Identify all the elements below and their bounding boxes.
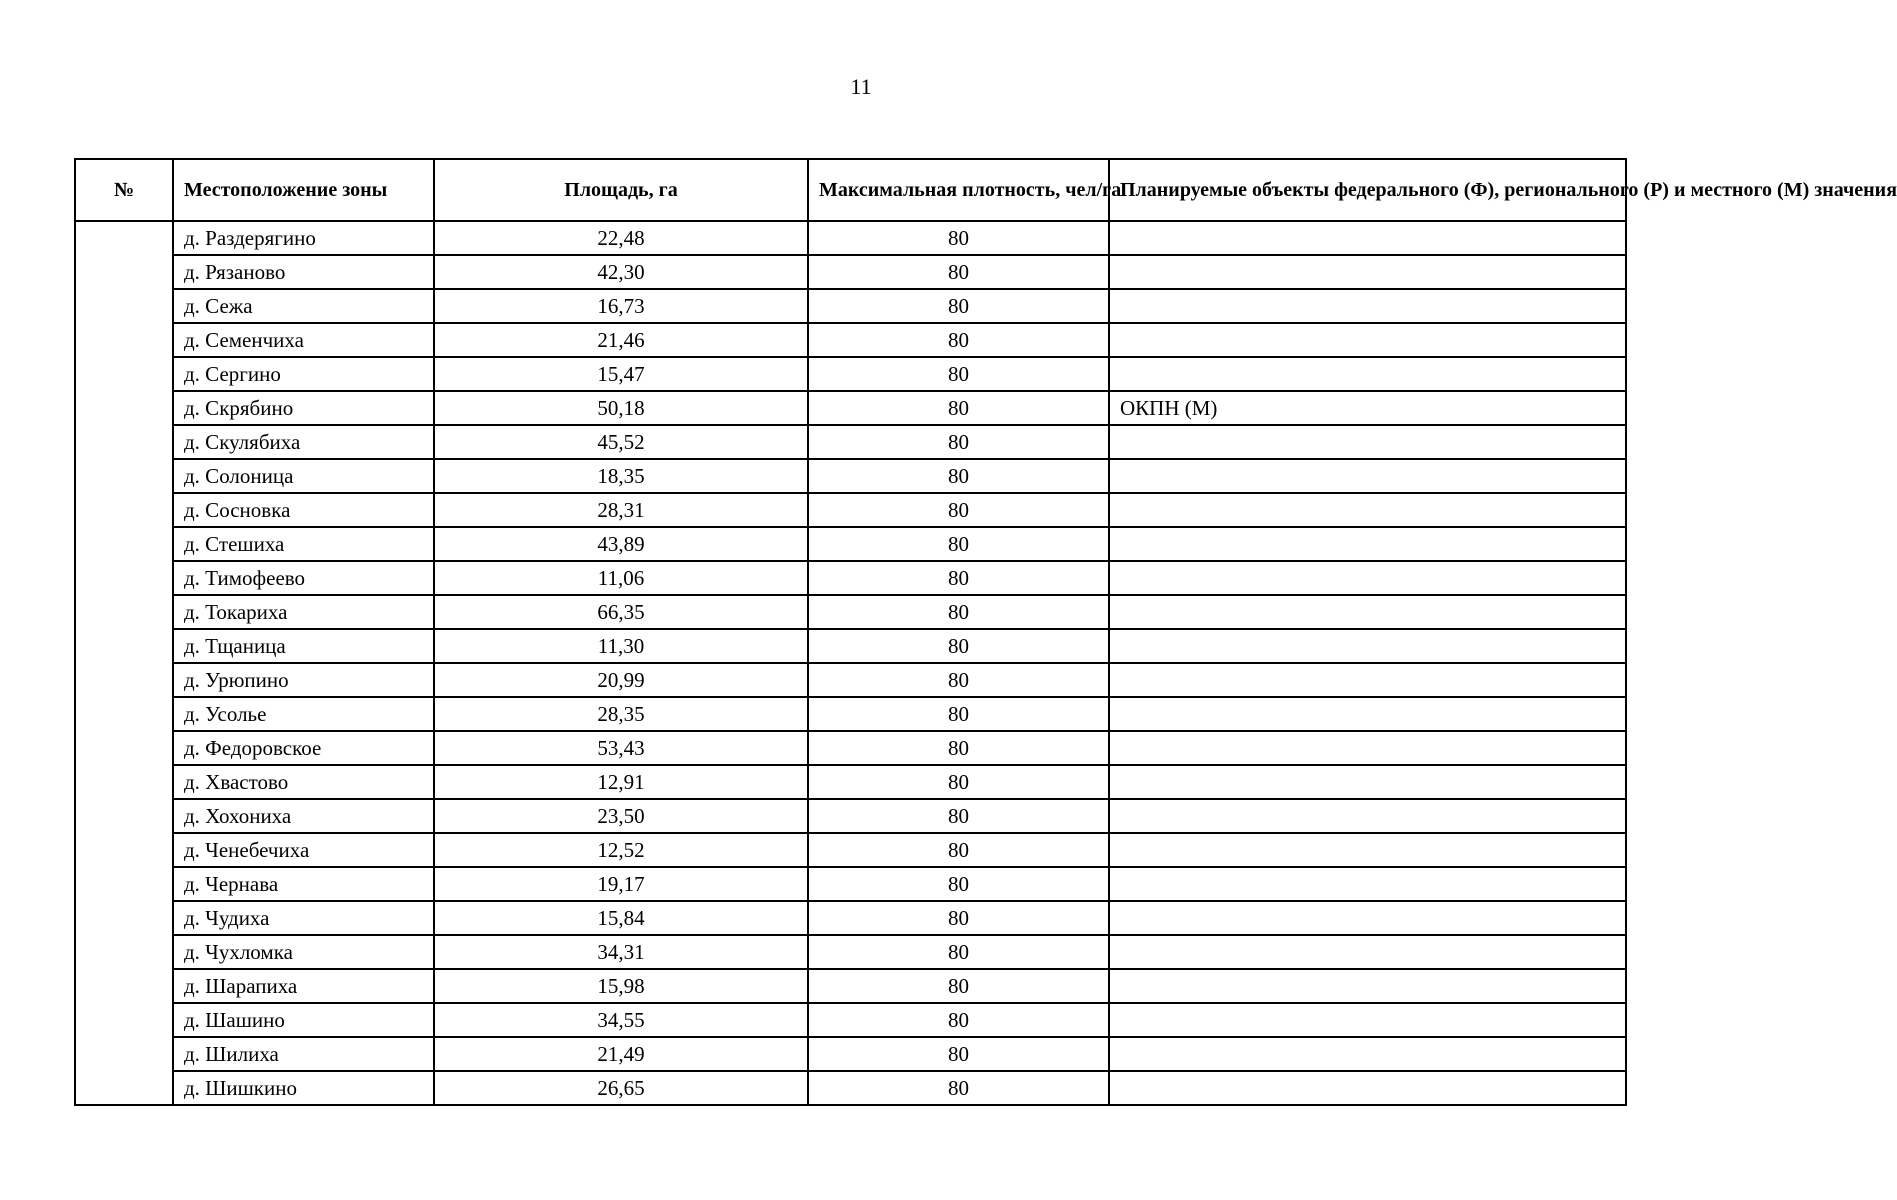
table-row xyxy=(75,289,1626,323)
cell-planned-objects xyxy=(1109,255,1626,289)
header-planned-objects: Планируемые объекты федерального (Ф), регионального (Р) и местного (М) значения xyxy=(1109,159,1626,221)
cell-location: д. Урюпино xyxy=(173,663,434,697)
cell-density: 80 xyxy=(808,527,1109,561)
cell-planned-objects xyxy=(1109,799,1626,833)
header-area: Площадь, га xyxy=(434,159,808,221)
cell-density: 80 xyxy=(808,935,1109,969)
cell-area: 66,35 xyxy=(434,595,808,629)
table-row xyxy=(75,901,1626,935)
cell-location: д. Семенчиха xyxy=(173,323,434,357)
cell-location: д. Токариха xyxy=(173,595,434,629)
table-row xyxy=(75,1037,1626,1071)
cell-location: д. Шишкино xyxy=(173,1071,434,1105)
cell-location: д. Шилиха xyxy=(173,1037,434,1071)
cell-planned-objects xyxy=(1109,1037,1626,1071)
cell-area: 45,52 xyxy=(434,425,808,459)
cell-density: 80 xyxy=(808,731,1109,765)
cell-planned-objects xyxy=(1109,323,1626,357)
cell-density: 80 xyxy=(808,221,1109,255)
cell-location: д. Шарапиха xyxy=(173,969,434,1003)
cell-location: д. Сежа xyxy=(173,289,434,323)
table-row xyxy=(75,731,1626,765)
cell-area: 21,49 xyxy=(434,1037,808,1071)
table-row xyxy=(75,425,1626,459)
cell-area: 15,47 xyxy=(434,357,808,391)
cell-density: 80 xyxy=(808,289,1109,323)
cell-location: д. Чернава xyxy=(173,867,434,901)
cell-planned-objects xyxy=(1109,765,1626,799)
table-row xyxy=(75,799,1626,833)
table-row xyxy=(75,391,1626,425)
cell-area: 20,99 xyxy=(434,663,808,697)
cell-area: 43,89 xyxy=(434,527,808,561)
cell-density: 80 xyxy=(808,1071,1109,1105)
cell-planned-objects xyxy=(1109,969,1626,1003)
page-number: 11 xyxy=(850,74,872,99)
cell-density: 80 xyxy=(808,1003,1109,1037)
cell-planned-objects xyxy=(1109,221,1626,255)
cell-location: д. Чухломка xyxy=(173,935,434,969)
table-row xyxy=(75,833,1626,867)
cell-area: 12,91 xyxy=(434,765,808,799)
cell-area: 53,43 xyxy=(434,731,808,765)
cell-density: 80 xyxy=(808,323,1109,357)
cell-planned-objects xyxy=(1109,663,1626,697)
table-row xyxy=(75,323,1626,357)
cell-area: 28,31 xyxy=(434,493,808,527)
cell-density: 80 xyxy=(808,391,1109,425)
cell-area: 15,84 xyxy=(434,901,808,935)
cell-density: 80 xyxy=(808,459,1109,493)
cell-planned-objects xyxy=(1109,459,1626,493)
cell-planned-objects xyxy=(1109,1003,1626,1037)
header-number: № xyxy=(75,159,173,221)
cell-planned-objects xyxy=(1109,595,1626,629)
table-row xyxy=(75,527,1626,561)
cell-density: 80 xyxy=(808,969,1109,1003)
cell-planned-objects xyxy=(1109,697,1626,731)
table-row xyxy=(75,663,1626,697)
cell-location: д. Чудиха xyxy=(173,901,434,935)
cell-location: д. Скрябино xyxy=(173,391,434,425)
cell-density: 80 xyxy=(808,425,1109,459)
cell-location: д. Шашино xyxy=(173,1003,434,1037)
cell-density: 80 xyxy=(808,901,1109,935)
cell-density: 80 xyxy=(808,663,1109,697)
header-row xyxy=(75,159,1626,221)
cell-location: д. Сергино xyxy=(173,357,434,391)
cell-location: д. Стешиха xyxy=(173,527,434,561)
cell-location: д. Тщаница xyxy=(173,629,434,663)
table-row xyxy=(75,561,1626,595)
table-body xyxy=(75,221,1626,1105)
cell-area: 50,18 xyxy=(434,391,808,425)
cell-location: д. Раздерягино xyxy=(173,221,434,255)
table-row xyxy=(75,595,1626,629)
cell-area: 11,30 xyxy=(434,629,808,663)
cell-location: д. Сосновка xyxy=(173,493,434,527)
cell-planned-objects xyxy=(1109,731,1626,765)
cell-density: 80 xyxy=(808,867,1109,901)
cell-planned-objects xyxy=(1109,493,1626,527)
cell-area: 42,30 xyxy=(434,255,808,289)
table-row xyxy=(75,459,1626,493)
table-row xyxy=(75,1003,1626,1037)
zones-table xyxy=(74,158,1897,1106)
table-row xyxy=(75,935,1626,969)
cell-area: 15,98 xyxy=(434,969,808,1003)
cell-density: 80 xyxy=(808,1037,1109,1071)
table-row xyxy=(75,969,1626,1003)
cell-location: д. Рязаново xyxy=(173,255,434,289)
cell-density: 80 xyxy=(808,255,1109,289)
table-row xyxy=(75,629,1626,663)
table-row xyxy=(75,221,1626,255)
cell-group-number xyxy=(75,221,173,1105)
cell-planned-objects xyxy=(1109,901,1626,935)
table-row xyxy=(75,697,1626,731)
cell-location: д. Хвастово xyxy=(173,765,434,799)
cell-planned-objects xyxy=(1109,289,1626,323)
cell-density: 80 xyxy=(808,697,1109,731)
cell-area: 21,46 xyxy=(434,323,808,357)
table-row xyxy=(75,493,1626,527)
cell-planned-objects xyxy=(1109,561,1626,595)
header-location: Местоположение зоны xyxy=(173,159,434,221)
table-row xyxy=(75,867,1626,901)
cell-location: д. Усолье xyxy=(173,697,434,731)
cell-planned-objects xyxy=(1109,425,1626,459)
cell-area: 34,55 xyxy=(434,1003,808,1037)
cell-planned-objects xyxy=(1109,527,1626,561)
cell-planned-objects xyxy=(1109,1071,1626,1105)
table-row xyxy=(75,765,1626,799)
cell-area: 28,35 xyxy=(434,697,808,731)
cell-planned-objects xyxy=(1109,833,1626,867)
cell-density: 80 xyxy=(808,833,1109,867)
cell-planned-objects xyxy=(1109,867,1626,901)
cell-planned-objects xyxy=(1109,935,1626,969)
cell-area: 34,31 xyxy=(434,935,808,969)
cell-density: 80 xyxy=(808,561,1109,595)
cell-planned-objects xyxy=(1109,629,1626,663)
cell-location: д. Скулябиха xyxy=(173,425,434,459)
cell-area: 12,52 xyxy=(434,833,808,867)
cell-density: 80 xyxy=(808,799,1109,833)
cell-area: 23,50 xyxy=(434,799,808,833)
table-header xyxy=(75,159,1897,221)
table-row xyxy=(75,1071,1626,1105)
cell-location: д. Федоровское xyxy=(173,731,434,765)
table-row xyxy=(75,357,1626,391)
cell-area: 18,35 xyxy=(434,459,808,493)
cell-area: 11,06 xyxy=(434,561,808,595)
cell-planned-objects xyxy=(1109,357,1626,391)
cell-location: д. Солоница xyxy=(173,459,434,493)
cell-location: д. Хохониха xyxy=(173,799,434,833)
cell-density: 80 xyxy=(808,765,1109,799)
cell-density: 80 xyxy=(808,595,1109,629)
cell-area: 16,73 xyxy=(434,289,808,323)
cell-density: 80 xyxy=(808,357,1109,391)
cell-density: 80 xyxy=(808,629,1109,663)
header-density: Максимальная плотность, чел/га xyxy=(808,159,1109,221)
cell-location: д. Тимофеево xyxy=(173,561,434,595)
cell-area: 22,48 xyxy=(434,221,808,255)
cell-location: д. Ченебечиха xyxy=(173,833,434,867)
cell-area: 26,65 xyxy=(434,1071,808,1105)
cell-area: 19,17 xyxy=(434,867,808,901)
cell-planned-objects: ОКПН (М) xyxy=(1109,391,1626,425)
cell-density: 80 xyxy=(808,493,1109,527)
table-row xyxy=(75,255,1626,289)
